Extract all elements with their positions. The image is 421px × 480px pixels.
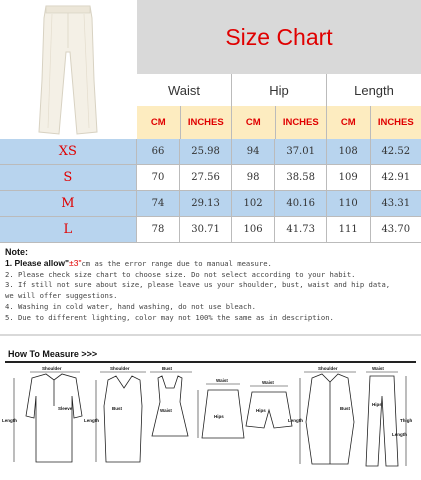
label-thigh: Thigh	[400, 418, 413, 423]
label-length: Length	[84, 418, 99, 423]
unit-cell: CM	[327, 106, 371, 139]
how-to-measure-title: How To Measure >>>	[8, 349, 98, 359]
note-line	[5, 258, 421, 270]
label-length: Length	[288, 418, 303, 423]
note-line: we will offer suggestions.	[5, 291, 118, 301]
product-photo	[0, 0, 138, 140]
table-cell: 66	[137, 139, 181, 164]
section-divider	[0, 334, 421, 336]
note-line: 5. Due to different lighting, color may not 100% the same as in description.	[5, 312, 334, 322]
table-row	[0, 165, 421, 191]
chart-title: Size Chart	[225, 23, 333, 50]
unit-cell: CM	[137, 106, 181, 139]
table-cell: 42.91	[381, 172, 411, 183]
table-cell: 41.73	[275, 217, 327, 242]
label-bust: Bust	[162, 366, 172, 371]
unit-cell: INCHES	[181, 106, 232, 139]
unit-cell: INCHES	[276, 106, 327, 139]
table-cell: 102	[232, 191, 276, 216]
label-bust: Bust	[340, 406, 350, 411]
note-text: 1. Please allow"	[5, 257, 70, 268]
table-cell: 78	[137, 217, 181, 242]
table-cell: 74	[137, 191, 181, 216]
table-cell: 43.70	[381, 224, 411, 235]
table-row	[0, 191, 421, 217]
notes-section	[5, 247, 421, 324]
table-cell: 30.71	[180, 217, 232, 242]
table-cell: 98	[232, 165, 276, 190]
unit-cell: CM	[232, 106, 276, 139]
size-label: M	[0, 191, 137, 216]
label-hips: Hips	[214, 414, 224, 419]
column-length: Length	[354, 82, 394, 98]
table-cell: 94	[232, 139, 276, 164]
table-cell: 106	[232, 217, 276, 242]
table-cell: 43.31	[371, 191, 421, 216]
label-shoulder: Shoulder	[42, 366, 62, 371]
table-cell: 108	[327, 139, 371, 164]
label-hips: Hips	[256, 408, 266, 413]
table-cell: 110	[327, 191, 371, 216]
label-length: Length	[2, 418, 17, 423]
table-cell: 37.01	[275, 139, 327, 164]
column-waist: Waist	[137, 74, 232, 106]
measure-illustrations	[0, 366, 421, 474]
table-cell: 42.52	[371, 139, 421, 164]
size-label: S	[0, 165, 137, 190]
label-length: Length	[392, 432, 407, 437]
label-waist: Waist	[372, 366, 384, 371]
column-group-row	[137, 74, 421, 107]
chart-title-band	[137, 0, 421, 75]
label-shoulder: Shoulder	[318, 366, 338, 371]
table-cell: 70	[137, 165, 181, 190]
label-sleeve: Sleeve	[58, 406, 73, 411]
note-line: 3. If still not sure about size, please leave us your shoulder, bust, waist and hip data,	[5, 280, 391, 290]
label-hips: Hips	[372, 402, 382, 407]
how-to-measure-header	[0, 346, 421, 364]
unit-cell: INCHES	[377, 117, 414, 128]
note-line: 2. Please check size chart to choose size. Do not select according to your habit.	[5, 269, 356, 279]
label-waist: Waist	[160, 408, 172, 413]
table-row	[0, 139, 421, 165]
size-label: XS	[0, 139, 137, 164]
label-shoulder: Shoulder	[110, 366, 130, 371]
note-text: cm as the error range due to manual measure.	[81, 258, 272, 268]
note-line: 4. Washing in cold water, hand washing, do not use bleach.	[5, 301, 256, 311]
table-cell: 109	[327, 165, 371, 190]
note-tolerance: ±3"	[69, 257, 82, 268]
table-cell: 111	[327, 217, 371, 242]
table-cell: 29.13	[180, 191, 232, 216]
notes-header: Note:	[5, 247, 28, 257]
table-cell: 40.16	[275, 191, 327, 216]
table-cell: 38.58	[275, 165, 327, 190]
table-row	[0, 217, 421, 243]
table-cell: 27.56	[180, 165, 232, 190]
size-label: L	[0, 217, 137, 242]
header-rule	[5, 361, 416, 363]
table-cell: 25.98	[180, 139, 232, 164]
label-bust: Bust	[112, 406, 122, 411]
pants-image	[0, 0, 137, 139]
label-waist: Waist	[216, 378, 228, 383]
column-hip: Hip	[232, 74, 327, 106]
unit-row	[137, 106, 421, 140]
size-rows	[0, 139, 421, 243]
label-waist: Waist	[262, 380, 274, 385]
measure-figures	[0, 366, 421, 474]
